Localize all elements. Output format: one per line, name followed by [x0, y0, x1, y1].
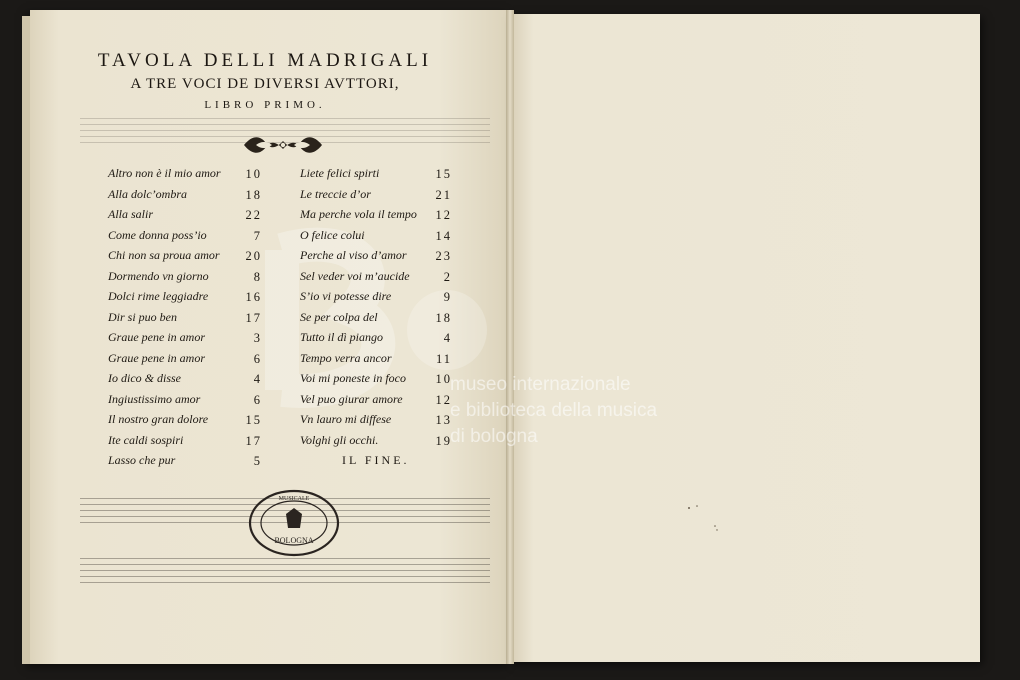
index-entry — [300, 166, 460, 187]
entry-title: Lasso che pur — [108, 453, 176, 467]
entry-title: Come donna poss’io — [108, 227, 207, 242]
entry-title: Tutto il dì piango — [300, 330, 384, 344]
title-line-1: TAVOLA DELLI MADRIGALI — [97, 50, 433, 71]
entry-page-number: 8 — [253, 269, 262, 284]
entry-title: Tempo verra ancor — [300, 350, 392, 365]
entry-title: Alla salir — [108, 207, 154, 221]
index-entry — [300, 310, 460, 331]
entry-title: Dormendo vn giorno — [108, 268, 209, 283]
entry-page-number: 10 — [435, 372, 452, 386]
entry-page-number: 2 — [443, 269, 452, 284]
entry-title: Graue pene in amor — [108, 350, 205, 365]
page-title — [30, 50, 500, 111]
watermark-line-1: museo internazionale — [450, 374, 631, 395]
entry-page-number: 18 — [435, 310, 452, 325]
entry-page-number: 12 — [435, 392, 452, 407]
entry-page-number: 7 — [253, 228, 262, 243]
entry-page-number: 9 — [443, 290, 452, 304]
show-through-staff — [80, 558, 490, 584]
entry-title: Vel puo giurar amore — [300, 391, 403, 406]
book-spine — [506, 10, 514, 664]
entry-title: Altro non è il mio amor — [108, 166, 221, 180]
entry-page-number: 3 — [253, 331, 262, 345]
entry-page-number: 11 — [435, 351, 452, 366]
index-entry — [300, 289, 460, 310]
entry-page-number: 14 — [435, 228, 452, 243]
index-entry — [108, 310, 268, 331]
index-entry — [108, 371, 268, 392]
entry-title: Perche al viso d’amor — [300, 248, 407, 262]
svg-text:BOLOGNA: BOLOGNA — [274, 536, 314, 545]
entry-page-number: 17 — [245, 433, 262, 448]
entry-page-number: 13 — [435, 413, 452, 427]
entry-title: Le treccie d’or — [300, 186, 371, 201]
paper-speck-marks — [685, 504, 725, 534]
index-entry — [300, 228, 460, 249]
title-line-2: A TRE VOCI DE DIVERSI AVTTORI, — [130, 76, 400, 92]
entry-page-number: 16 — [245, 290, 262, 304]
entry-title: Dir si puo ben — [108, 309, 177, 324]
entry-page-number: 18 — [245, 187, 262, 202]
index-entry — [108, 392, 268, 413]
entry-page-number: 22 — [245, 208, 262, 222]
svg-text:MUSICALE: MUSICALE — [278, 496, 310, 502]
index-column-left — [108, 166, 268, 474]
entry-page-number: 21 — [435, 187, 452, 202]
watermark-line-2: e biblioteca della musica — [450, 400, 658, 421]
entry-page-number: 4 — [253, 372, 262, 386]
index-entry — [300, 412, 460, 433]
entry-title: Vn lauro mi diffese — [300, 412, 392, 426]
entry-page-number: 23 — [435, 249, 452, 263]
index-entry — [108, 187, 268, 208]
index-entry — [300, 433, 460, 454]
entry-title: Voi mi poneste in foco — [300, 371, 406, 385]
entry-page-number: 15 — [435, 167, 452, 181]
entry-title: Graue pene in amor — [108, 330, 205, 344]
index-entry — [108, 330, 268, 351]
entry-title: Alla dolc’ombra — [108, 186, 187, 201]
entry-title: Liete felici spirti — [300, 166, 380, 180]
entry-page-number: 12 — [435, 208, 452, 222]
entry-title: Ite caldi sospiri — [108, 432, 184, 447]
watermark-text — [450, 372, 657, 450]
index-entry — [108, 289, 268, 310]
right-page — [510, 14, 980, 662]
entry-title: Il nostro gran dolore — [108, 412, 209, 426]
entry-title: Ma perche vola il tempo — [300, 207, 417, 221]
index-entry — [108, 351, 268, 372]
index-entry — [108, 269, 268, 290]
entry-page-number: 15 — [245, 413, 262, 427]
index-entry — [108, 166, 268, 187]
index-entry — [108, 248, 268, 269]
entry-page-number: 17 — [245, 310, 262, 325]
entry-page-number: 5 — [253, 454, 262, 468]
entry-page-number: 10 — [245, 167, 262, 181]
watermark-line-3: di bologna — [450, 426, 538, 447]
index-entry — [300, 248, 460, 269]
index-entry — [300, 207, 460, 228]
index-entry — [108, 412, 268, 433]
index-entry — [300, 269, 460, 290]
index-column-right — [300, 166, 460, 474]
entry-title: Volghi gli occhi. — [300, 432, 379, 447]
index-entry — [108, 433, 268, 454]
entry-title: Dolci rime leggiadre — [108, 289, 209, 303]
library-stamp — [248, 488, 340, 558]
ornament-icon — [242, 133, 324, 157]
index-entry — [300, 371, 460, 392]
entry-title: Sel veder voi m’aucide — [300, 268, 410, 283]
entry-page-number: 6 — [253, 392, 262, 407]
entry-title: Chi non sa proua amor — [108, 248, 220, 262]
entry-title: S’io vi potesse dire — [300, 289, 392, 303]
entry-page-number: 19 — [435, 433, 452, 448]
entry-title: Io dico & disse — [108, 371, 181, 385]
index-entry — [108, 453, 268, 474]
entry-page-number: 6 — [253, 351, 262, 366]
index-entry — [108, 228, 268, 249]
index-entry — [300, 351, 460, 372]
entry-page-number: 4 — [443, 331, 452, 345]
entry-title: Ingiustissimo amor — [108, 391, 201, 406]
title-line-3: LIBRO PRIMO. — [204, 99, 326, 111]
index-entry — [108, 207, 268, 228]
index-entry — [300, 330, 460, 351]
index-entry — [300, 392, 460, 413]
index-entry — [300, 187, 460, 208]
entry-title: Se per colpa del — [300, 309, 378, 324]
end-text: IL FINE. — [342, 453, 410, 467]
entry-page-number: 20 — [245, 249, 262, 263]
entry-title: O felice colui — [300, 227, 365, 242]
